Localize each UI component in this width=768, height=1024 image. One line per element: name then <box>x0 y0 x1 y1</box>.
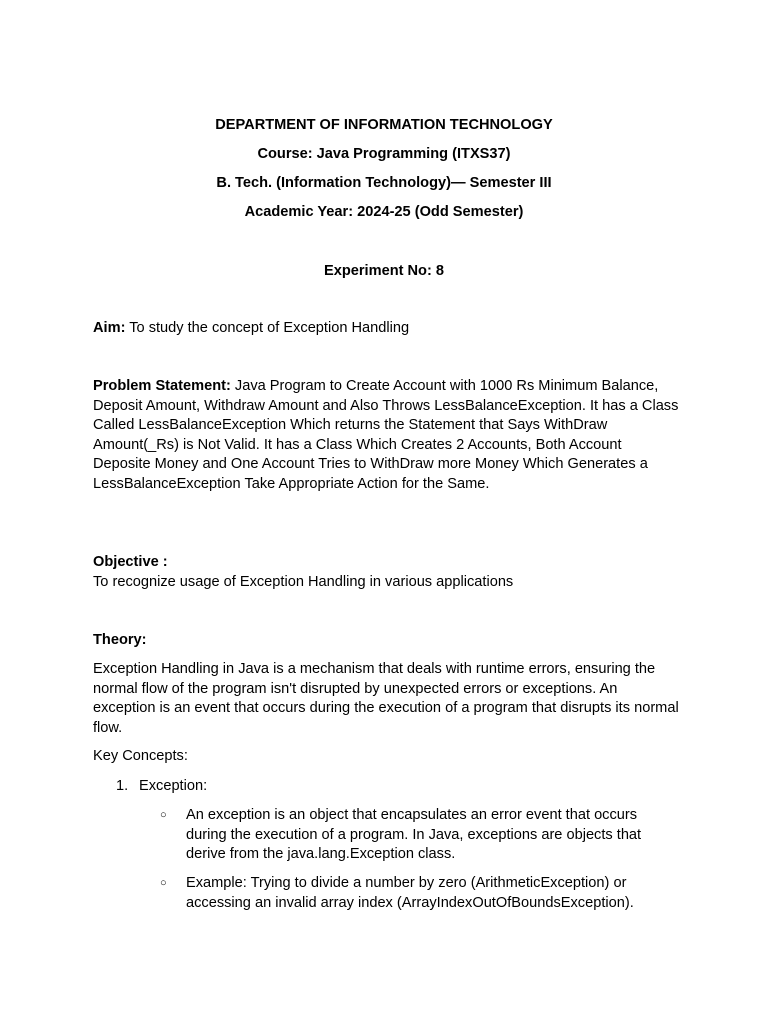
aim-section <box>93 319 683 339</box>
problem-statement-text: Java Program to Create Account with 1000 Rs Minimum Balance, Deposit Amount, Withdraw Amount and Also Throws LessBalanceException. It has a Class Called LessBalanceException Which returns the Statement that Says WithDraw Amount(_Rs) is Not Valid. It has a Class Which Creates 2 Accounts, Both Account Deposite Money and One Account Tries to WithDraw more Money Which Generates a LessBalanceException Take Appropriate Action for the Same. <box>93 378 679 492</box>
problem-statement-section <box>93 377 683 494</box>
key-concepts-label: Key Concepts: <box>93 748 188 764</box>
list-item-number: 1. <box>116 778 129 794</box>
bullet-text: An exception is an object that encapsulates an error event that occurs during the execution of a program. In Java, exceptions are objects that derive from the java.lang.Exception class. <box>186 807 642 862</box>
theory-intro: Exception Handling in Java is a mechanism that deals with runtime errors, ensuring the normal flow of the program isn't disrupted by unexpected errors or exceptions. An exception is an event that occurs during the execution of a program that disrupts its normal flow. <box>93 661 679 736</box>
department-heading: DEPARTMENT OF INFORMATION TECHNOLOGY <box>215 117 553 133</box>
objective-label: Objective : <box>93 554 168 570</box>
course-heading: Course: Java Programming (ITXS37) <box>257 146 511 162</box>
hollow-bullet-icon: ○ <box>160 877 167 889</box>
aim-text: To study the concept of Exception Handling <box>125 320 410 336</box>
hollow-bullet-icon: ○ <box>160 809 167 821</box>
academic-year-heading: Academic Year: 2024-25 (Odd Semester) <box>244 204 524 220</box>
bullet-text: Example: Trying to divide a number by zero (ArithmeticException) or accessing an invalid array index (ArrayIndexOutOfBoundsException). <box>186 875 634 911</box>
theory-label: Theory: <box>93 632 147 648</box>
problem-statement-label: Problem Statement: <box>93 378 231 394</box>
program-heading: B. Tech. (Information Technology)— Semester III <box>216 175 552 191</box>
aim-label: Aim: <box>93 320 126 336</box>
experiment-number: Experiment No: 8 <box>323 263 445 279</box>
list-item-label: Exception: <box>139 778 208 794</box>
objective-text: To recognize usage of Exception Handling in various applications <box>93 574 514 590</box>
